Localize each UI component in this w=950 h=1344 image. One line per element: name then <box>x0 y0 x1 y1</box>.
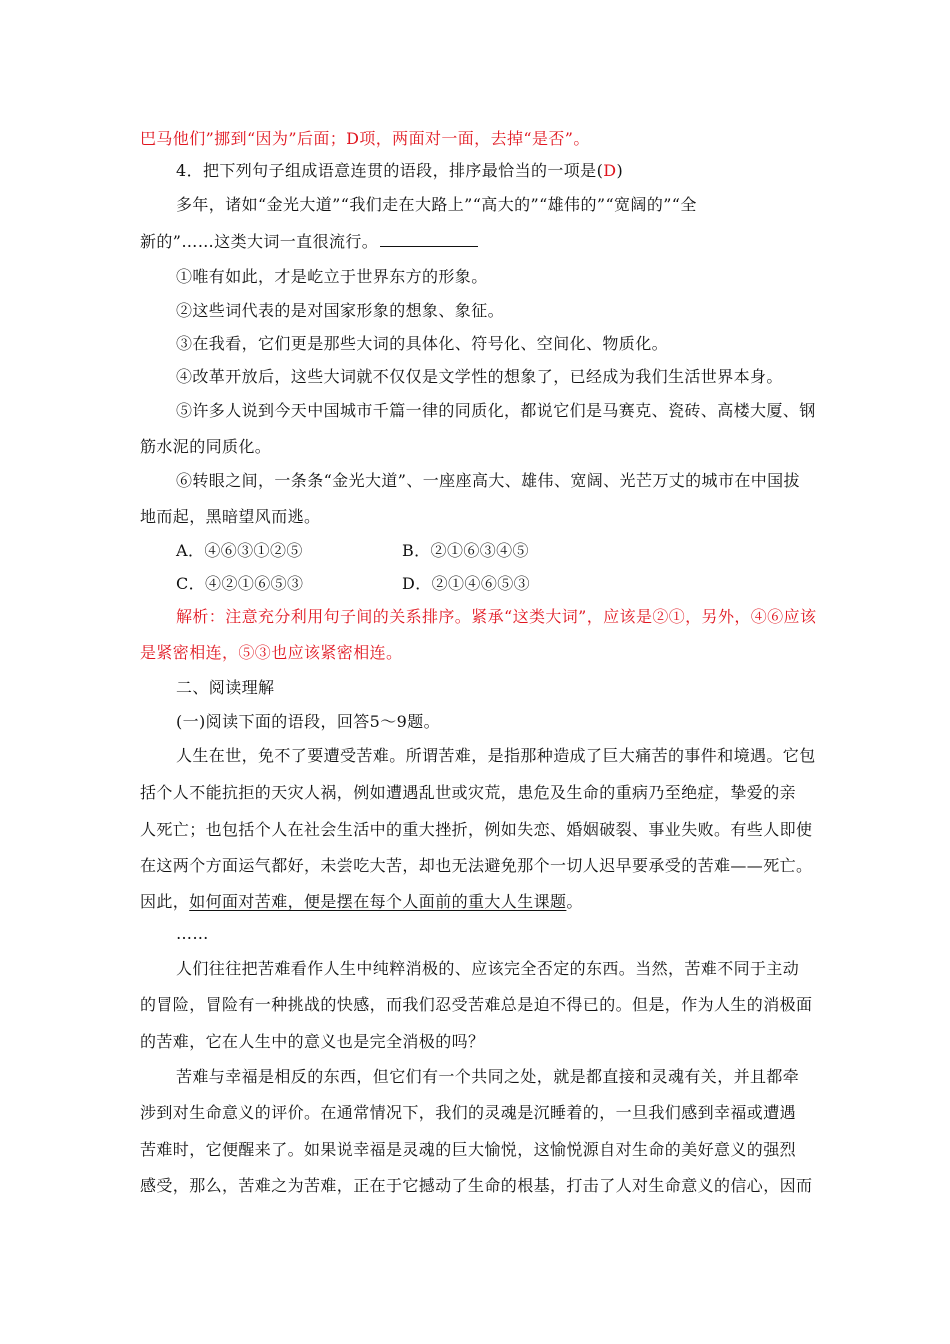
question-4-stem-close: ) <box>616 161 624 180</box>
reading-p2-line-1: 人们往往把苦难看作人生中纯粹消极的、应该完全否定的东西。当然，苦难不同于主动 <box>176 959 800 978</box>
question-4-answer: D <box>603 161 617 180</box>
option-a: A．④⑥③①②⑤ <box>176 541 303 560</box>
reading-p2-line-3: 的苦难，它在人生中的意义也是完全消极的吗？ <box>140 1032 485 1051</box>
sentence-item-5: ⑤许多人说到今天中国城市千篇一律的同质化，都说它们是马赛克、瓷砖、高楼大厦、钢 <box>176 401 816 420</box>
option-c: C．④②①⑥⑤③ <box>176 574 304 593</box>
analysis-line-1: 解析：注意充分利用句子间的关系排序。紧承“这类大词”，应该是②①，另外，④⑥应该 <box>176 607 817 626</box>
question-4-passage-line-2-text: 新的”……这类大词一直很流行。 <box>140 232 379 251</box>
sentence-item-2: ②这些词代表的是对国家形象的想象、象征。 <box>176 301 505 320</box>
reading-p1-line-4: 在这两个方面运气都好，未尝吃大苦，却也无法避免那个一切人迟早要承受的苦难——死亡。 <box>140 856 813 875</box>
reading-p2-line-2: 的冒险，冒险有一种挑战的快感，而我们忍受苦难总是迫不得已的。但是，作为人生的消极面 <box>140 995 813 1014</box>
reading-p3-line-3: 苦难时，它便醒来了。如果说幸福是灵魂的巨大愉悦，这愉悦源自对生命的美好意义的强烈 <box>140 1140 797 1159</box>
question-4-passage-line-1: 多年，诸如“金光大道”“我们走在大路上”“高大的”“雄伟的”“宽阔的”“全 <box>176 195 697 214</box>
reading-p1-line-2: 括个人不能抗拒的天灾人祸，例如遭遇乱世或灾荒，患危及生命的重病乃至绝症，挚爱的亲 <box>140 783 797 802</box>
sentence-item-1: ①唯有如此，才是屹立于世界东方的形象。 <box>176 267 488 286</box>
reading-p1-line-5-post: 。 <box>566 892 583 911</box>
analysis-line-2: 是紧密相连，⑤③也应该紧密相连。 <box>140 643 403 662</box>
ellipsis: …… <box>176 924 209 943</box>
section-sub-heading: (一)阅读下面的语段，回答5～9题。 <box>176 712 441 731</box>
sentence-item-4: ④改革开放后，这些大词就不仅仅是文学性的想象了，已经成为我们生活世界本身。 <box>176 367 783 386</box>
reading-p1-line-3: 人死亡；也包括个人在社会生活中的重大挫折，例如失恋、婚姻破裂、事业失败。有些人即使 <box>140 820 813 839</box>
option-d: D．②①④⑥⑤③ <box>402 574 531 593</box>
underlined-key-sentence: 如何面对苦难，便是摆在每个人面前的重大人生课题 <box>189 892 567 911</box>
reading-p3-line-1: 苦难与幸福是相反的东西，但它们有一个共同之处，就是都直接和灵魂有关，并且都牵 <box>176 1067 800 1086</box>
sentence-item-5-cont: 筋水泥的同质化。 <box>140 437 272 456</box>
reading-p1-line-5-pre: 因此， <box>140 892 190 911</box>
answer-explanation-tail: 巴马他们”挪到“因为”后面；D项，两面对一面，去掉“是否”。 <box>140 129 590 148</box>
option-b: B．②①⑥③④⑤ <box>402 541 529 560</box>
sentence-item-6-cont: 地而起，黑暗望风而逃。 <box>140 507 321 526</box>
question-4-stem <box>176 160 623 182</box>
question-4-passage-line-2 <box>140 231 478 253</box>
reading-p1-line-1: 人生在世，免不了要遭受苦难。所谓苦难，是指那种造成了巨大痛苦的事件和境遇。它包 <box>176 746 816 765</box>
reading-p3-line-2: 涉到对生命意义的评价。在通常情况下，我们的灵魂是沉睡着的，一旦我们感到幸福或遭遇 <box>140 1103 797 1122</box>
fill-in-blank <box>380 232 478 247</box>
sentence-item-6: ⑥转眼之间，一条条“金光大道”、一座座高大、雄伟、宽阔、光芒万丈的城市在中国拔 <box>176 471 800 490</box>
sentence-item-3: ③在我看，它们更是那些大词的具体化、符号化、空间化、物质化。 <box>176 334 669 353</box>
reading-p1-line-5 <box>140 891 583 913</box>
section-heading: 二、阅读理解 <box>176 678 275 697</box>
reading-p3-line-4: 感受，那么，苦难之为苦难，正在于它撼动了生命的根基，打击了人对生命意义的信心，因而 <box>140 1176 813 1195</box>
question-4-stem-text: 4．把下列句子组成语意连贯的语段，排序最恰当的一项是( <box>176 161 604 180</box>
